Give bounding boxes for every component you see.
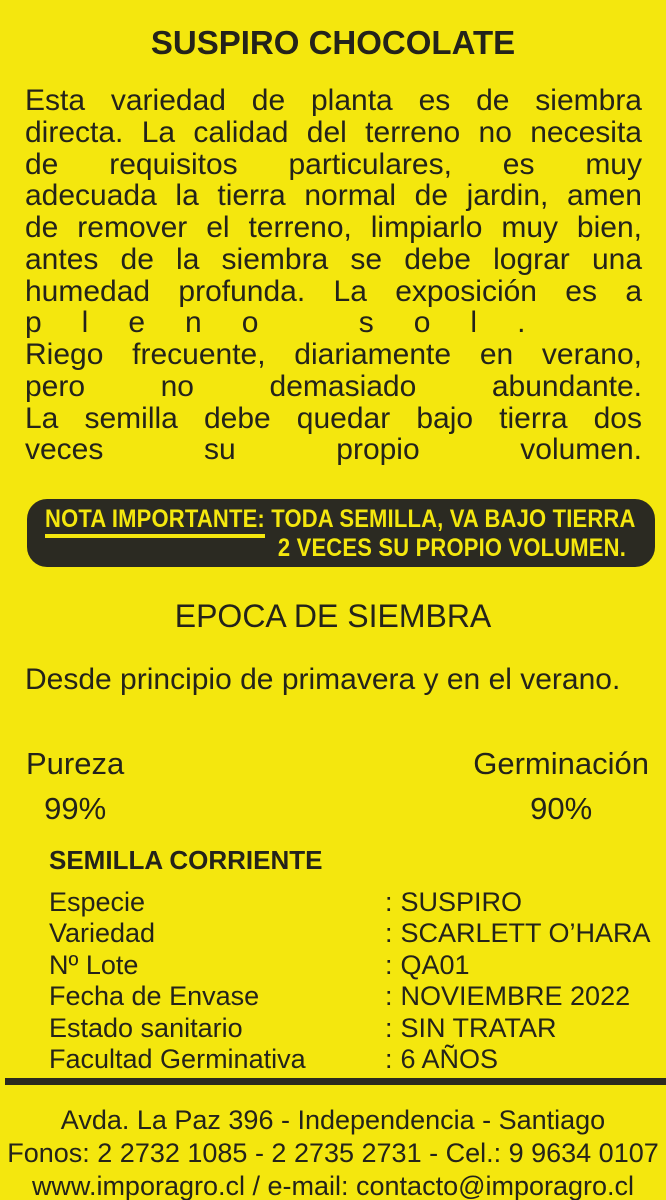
important-note-box <box>27 499 655 567</box>
footer-phones: Fonos: 2 2732 1085 - 2 2735 2731 - Cel.: 9 9634 0107 <box>7 1138 659 1168</box>
description-line: La semilla debe quedar bajo tierra dos <box>25 401 642 435</box>
description-line: Riego frecuente, diariamente en verano, <box>25 338 642 371</box>
important-note-line1 <box>45 505 635 534</box>
detail-value: SUSPIRO <box>400 886 523 917</box>
description-line: Esta variedad de planta es de siembra <box>25 84 642 117</box>
germination-stat <box>473 747 649 826</box>
purity-label: Pureza <box>26 746 125 781</box>
season-sentence: Desde principio de primavera y en el verano. <box>25 663 621 696</box>
table-row <box>49 981 649 1013</box>
important-note-line2: 2 VECES SU PROPIO VOLUMEN. <box>277 534 627 562</box>
footer-divider <box>5 1078 666 1085</box>
detail-separator: : <box>385 1044 393 1075</box>
product-title: SUSPIRO CHOCOLATE <box>150 24 516 61</box>
detail-separator: : <box>385 981 393 1012</box>
detail-label: Nº Lote <box>49 949 139 980</box>
detail-value: QA01 <box>400 949 470 980</box>
description-line: antes de la siembra se debe lograr una <box>25 242 642 276</box>
description-line: pleno sol. <box>25 306 566 340</box>
description-line: pero no demasiado abundante. <box>25 369 642 403</box>
description-line: de requisitos particulares, es muy <box>25 147 642 181</box>
important-note-text <box>45 505 635 563</box>
table-row <box>49 1013 649 1045</box>
purity-stat <box>26 747 124 826</box>
details-heading: SEMILLA CORRIENTE <box>49 845 323 875</box>
seed-details-table <box>49 846 649 1076</box>
table-row <box>49 918 649 950</box>
detail-label: Fecha de Envase <box>49 981 260 1012</box>
footer-contact <box>0 1104 666 1200</box>
detail-separator: : <box>385 949 393 980</box>
description-line: humedad profunda. La exposición es a <box>25 274 642 308</box>
footer-address: Avda. La Paz 396 - Independencia - Santiago <box>60 1105 606 1135</box>
table-row <box>49 1044 649 1076</box>
detail-separator: : <box>385 886 393 917</box>
important-note-rest: TODA SEMILLA, VA BAJO TIERRA <box>271 505 636 533</box>
description-line: adecuada la tierra normal de jardin, amen <box>25 179 642 213</box>
detail-label: Estado sanitario <box>49 1012 243 1043</box>
detail-separator: : <box>385 918 393 949</box>
description-line: veces su propio volumen. <box>25 433 642 467</box>
detail-label: Variedad <box>49 918 156 949</box>
sowing-description <box>25 85 642 466</box>
table-row <box>49 887 649 919</box>
detail-value: SCARLETT O’HARA <box>400 918 651 949</box>
table-row <box>49 950 649 982</box>
detail-value: SIN TRATAR <box>400 1012 557 1043</box>
detail-value: NOVIEMBRE 2022 <box>400 981 631 1012</box>
germination-value: 90% <box>530 791 593 827</box>
footer-web: www.imporagro.cl / e-mail: contacto@imporagro.cl <box>31 1171 635 1200</box>
germination-label: Germinación <box>473 746 649 781</box>
detail-label: Especie <box>49 886 146 917</box>
detail-value: 6 AÑOS <box>400 1044 499 1075</box>
detail-label: Facultad Germinativa <box>49 1044 306 1075</box>
important-note-label: NOTA IMPORTANTE: <box>45 505 265 538</box>
description-line: directa. La calidad del terreno no necesita <box>25 115 642 149</box>
description-line: de remover el terreno, limpiarlo muy bien, <box>25 211 642 244</box>
detail-separator: : <box>385 1012 393 1043</box>
season-heading: EPOCA DE SIEMBRA <box>174 598 492 634</box>
purity-value: 99% <box>44 791 107 827</box>
